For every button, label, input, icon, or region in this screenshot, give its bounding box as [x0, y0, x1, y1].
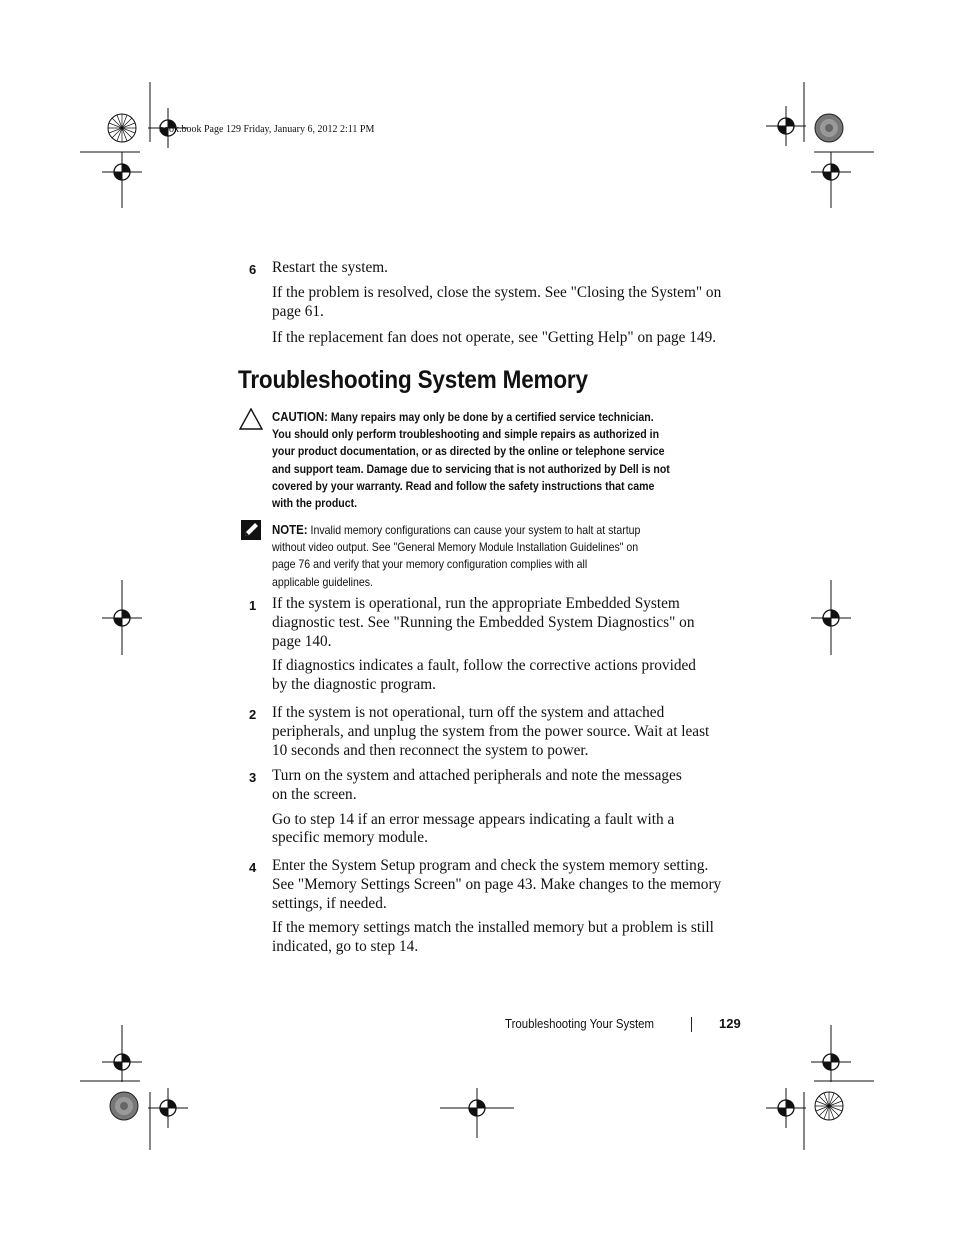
- step-4: [272, 857, 734, 957]
- step-number: 3: [249, 770, 257, 785]
- step-text: Enter the System Setup program and check the system memory setting. See "Memory Settings Screen" on page 43. Make changes to the memory settings, if needed.: [272, 857, 722, 912]
- step-number: 2: [249, 707, 257, 722]
- step-paragraph: If diagnostics indicates a fault, follow the corrective actions provided by the diagnostic program.: [272, 657, 696, 694]
- section-title: Troubleshooting System Memory: [238, 366, 588, 394]
- step-2: [272, 704, 734, 760]
- step-text: If the system is operational, run the appropriate Embedded System diagnostic test. See "Running the Embedded System Diagnostics" on page 140.: [272, 595, 695, 650]
- note-label: NOTE:: [272, 522, 308, 537]
- step-text: Turn on the system and attached peripherals and note the messages on the screen.: [272, 767, 682, 803]
- step-number: 1: [249, 598, 257, 613]
- step-1: [272, 595, 734, 695]
- step-paragraph: Go to step 14 if an error message appears indicating a fault with a specific memory module.: [272, 810, 675, 847]
- step-text: If the system is not operational, turn off the system and attached peripherals, and unplug the system from the power source. Wait at least 10 seconds and then reconnect the system to power.: [272, 704, 710, 759]
- caution-icon: [239, 408, 263, 430]
- caution-notice: CAUTION: Many repairs may only be done by a certified service technician. You should only perform troubleshooting and simple repairs as authorized in your product documentation, or as directed by the online or telephone service and support team. Damage due to servicing that is not authorized by Dell is not covered by your warranty. Read and follow the safety instructions that came with the product.: [272, 409, 670, 511]
- step-number: 6: [249, 262, 257, 277]
- step-paragraph: If the memory settings match the installed memory but a problem is still indicated, go to step 14.: [272, 919, 714, 956]
- print-slug: book.book Page 129 Friday, January 6, 2012 2:11 PM: [159, 124, 375, 135]
- step-6: [272, 259, 734, 348]
- step-text: Restart the system.: [272, 259, 388, 276]
- page-number: 129: [719, 1016, 741, 1031]
- step-paragraph: If the replacement fan does not operate, see "Getting Help" on page 149.: [272, 329, 717, 347]
- note-notice: NOTE: Invalid memory configurations can cause your system to halt at startup without video output. See "General Memory Module Installation Guidelines" on page 76 and verify that your memory configuration complies with all applicable guidelines.: [272, 522, 641, 589]
- step-3: [272, 767, 734, 848]
- caution-label: CAUTION:: [272, 409, 328, 424]
- note-pencil-icon: [240, 519, 262, 541]
- step-paragraph: If the problem is resolved, close the system. See "Closing the System" on page 61.: [272, 283, 722, 320]
- footer-separator: [691, 1017, 692, 1032]
- step-number: 4: [249, 860, 257, 875]
- footer-section-name: Troubleshooting Your System: [505, 1016, 655, 1031]
